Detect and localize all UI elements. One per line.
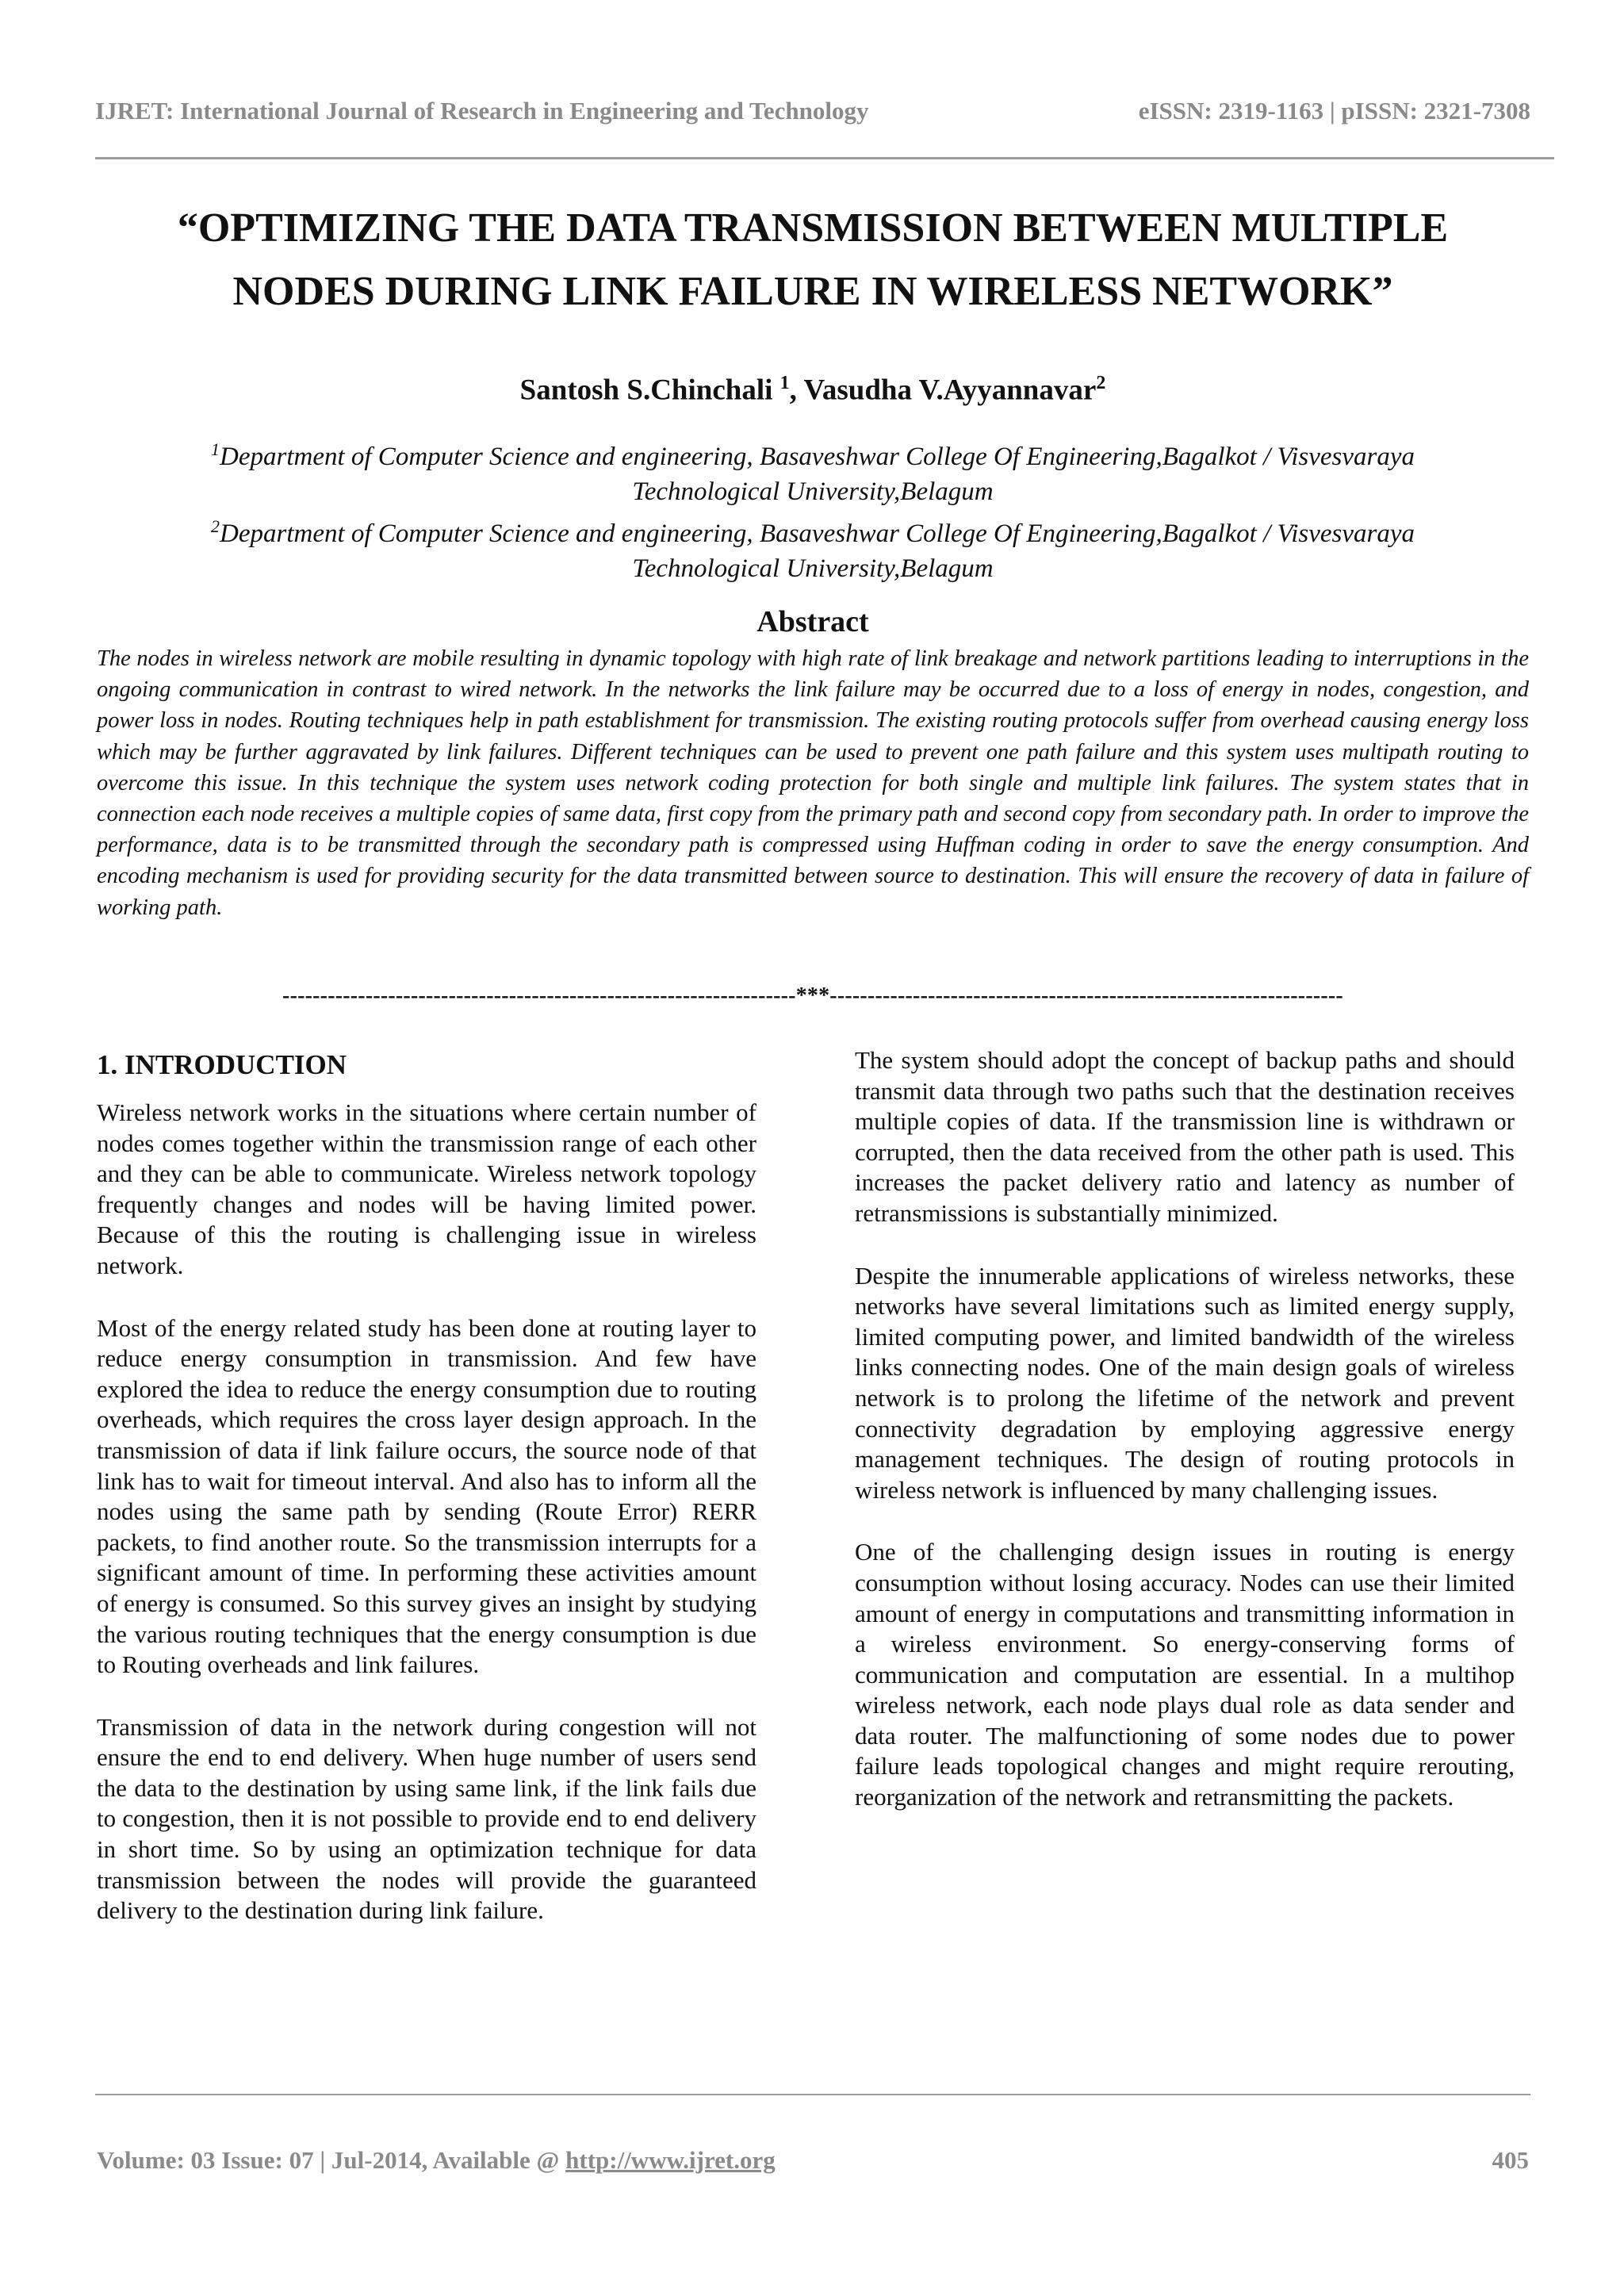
header-rule <box>95 157 1554 159</box>
affiliation-2-line-1: Department of Computer Science and engineering, Basaveshwar College Of Engineering,Bagalkot / Visvesvaraya <box>220 519 1415 548</box>
right-column <box>855 1045 1515 1845</box>
page-footer <box>97 2146 1529 2175</box>
footer-volume-text: Volume: 03 Issue: 07 | Jul-2014, Available @ <box>97 2146 566 2174</box>
intro-paragraph: The system should adopt the concept of backup paths and should transmit data through two paths such that the destination receives multiple copies of data. If the transmission line is withdrawn or corrupted, then the data received from the other path is used. This increases the packet delivery ratio and latency as number of retransmissions is substantially minimized. <box>855 1046 1515 1227</box>
author-1: Santosh S.Chinchali <box>519 374 773 407</box>
affiliation-2 <box>95 509 1530 586</box>
footer-rule <box>95 2094 1530 2095</box>
paper-title <box>95 197 1530 324</box>
page-number: 405 <box>1492 2146 1529 2174</box>
author-1-affil-mark: 1 <box>779 373 790 393</box>
title-line-1: “OPTIMIZING THE DATA TRANSMISSION BETWEEN MULTIPLE <box>177 205 1449 251</box>
author-2-affil-mark: 2 <box>1096 373 1106 393</box>
footer-volume <box>97 2146 776 2175</box>
affiliation-1-line-2: Technological University,Belagum <box>632 477 994 506</box>
affiliation-1-line-1: Department of Computer Science and engineering, Basaveshwar College Of Engineering,Bagalkot / Visvesvaraya <box>220 443 1415 471</box>
running-header <box>95 97 1530 125</box>
author-2: Vasudha V.Ayyannavar <box>803 374 1097 407</box>
journal-name: IJRET: International Journal of Research in Engineering and Technology <box>95 97 869 125</box>
issn: eISSN: 2319-1163 | pISSN: 2321-7308 <box>1138 97 1530 125</box>
affiliation-1-mark: 1 <box>211 439 220 459</box>
author-separator: , <box>789 374 804 407</box>
journal-link[interactable]: http://www.ijret.org <box>565 2146 776 2174</box>
title-line-2: NODES DURING LINK FAILURE IN WIRELESS NETWORK” <box>232 269 1393 314</box>
intro-paragraph: Despite the innumerable applications of wireless networks, these networks have several limitations such as limited energy supply, limited computing power, and limited bandwidth of the wireless links connecting nodes. One of the main design goals of wireless network is to prolong the lifetime of the network and prevent connectivity degradation by employing aggressive energy management techniques. The design of routing protocols in wireless network is influenced by many challenging issues. <box>855 1261 1515 1504</box>
affiliation-2-line-2: Technological University,Belagum <box>632 554 994 583</box>
abstract-text: The nodes in wireless network are mobile resulting in dynamic topology with high rate of link breakage and network partitions leading to interruptions in the ongoing communication in contrast to wired network. In the networks the link failure may be occurred due to a loss of energy in nodes, congestion, and power loss in nodes. Routing techniques help in path establishment for transmission. The existing routing protocols suffer from overhead causing energy loss which may be further aggravated by link failures. Different techniques can be used to prevent one path failure and this system uses multipath routing to overcome this issue. In this technique the system uses network coding protection for both single and multiple link failures. The system states that in connection each node receives a multiple copies of same data, first copy from the primary path and second copy from secondary path. In order to improve the performance, data is to be transmitted through the secondary path is compressed using Huffman coding in order to save the energy consumption. And encoding mechanism is used for providing security for the data transmitted between source to destination. This will ensure the recovery of data in failure of working path. <box>97 646 1529 920</box>
intro-paragraph: Wireless network works in the situations where certain number of nodes comes together within the transmission range of each other and they can be able to communicate. Wireless network topology frequently changes and nodes will be having limited power. Because of this the routing is challenging issue in wireless network. <box>97 1098 756 1279</box>
affiliation-2-mark: 2 <box>211 516 220 536</box>
intro-paragraph: Transmission of data in the network during congestion will not ensure the end to end delivery. When huge number of users send the data to the destination by using same link, if the link fails due to congestion, then it is not possible to provide end to end delivery in short time. So by using an optimization technique for data transmission between the nodes will provide the guaranteed delivery to the destination during link failure. <box>97 1712 756 1925</box>
introduction-heading: 1. INTRODUCTION <box>97 1049 347 1080</box>
section-separator: --------------------------------------------------------------------***-------------------------------------------------------------------- <box>282 983 1343 1008</box>
left-column <box>97 1047 756 1958</box>
affiliations <box>95 432 1530 586</box>
abstract-heading: Abstract <box>756 605 869 638</box>
intro-paragraph: One of the challenging design issues in routing is energy consumption without losing accuracy. Nodes can use their limited amount of energy in computations and transmitting information in a wireless environment. So energy-conserving forms of communication and computation are essential. In a multihop wireless network, each node plays dual role as data sender and data router. The malfunctioning of some nodes due to power failure leads topological changes and might require rerouting, reorganization of the network and retransmitting the packets. <box>855 1538 1515 1811</box>
affiliation-1 <box>95 432 1530 509</box>
authors <box>95 373 1530 407</box>
intro-paragraph: Most of the energy related study has been done at routing layer to reduce energy consumption in transmission. And few have explored the idea to reduce the energy consumption due to routing overheads, which requires the cross layer design approach. In the transmission of data if link failure occurs, the source node of that link has to wait for timeout interval. And also has to inform all the nodes using the same path by sending (Route Error) RERR packets, to find another route. So the transmission interrupts for a significant amount of time. In performing these activities amount of energy is consumed. So this survey gives an insight by studying the various routing techniques that the energy consumption is due to Routing overheads and link failures. <box>97 1313 756 1679</box>
